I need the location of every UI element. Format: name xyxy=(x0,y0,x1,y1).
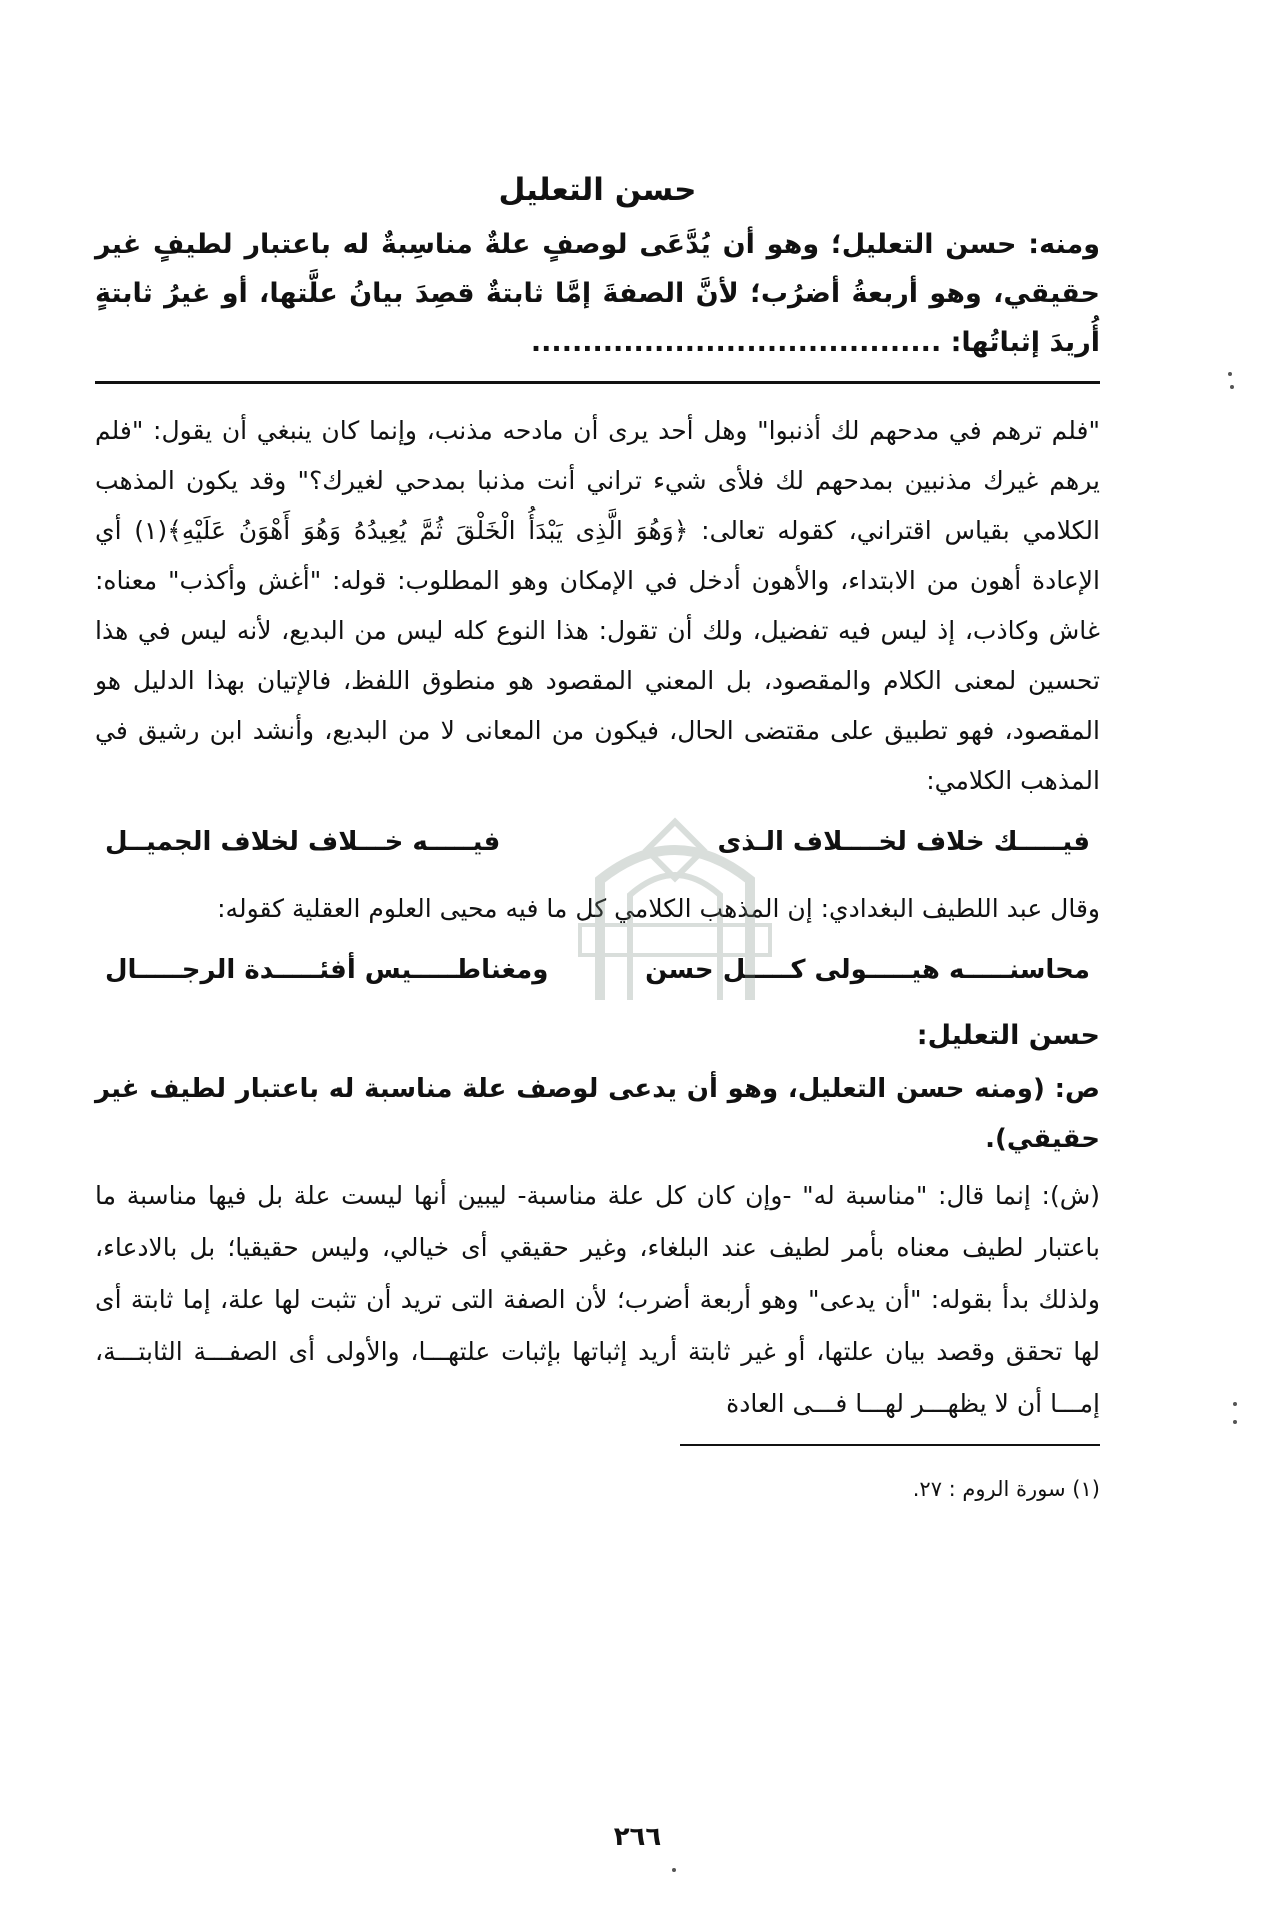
matn-dots: ........................................ xyxy=(530,327,942,358)
section-divider xyxy=(95,381,1100,384)
verse-2-first-hemistich: محاسنـــــه هيـــــولى كـــــل حسن xyxy=(645,955,1090,985)
page-number: ٢٦٦ xyxy=(613,1822,662,1852)
verse-line-2 xyxy=(95,946,1100,994)
page-content xyxy=(95,170,1100,1504)
matn-quote-paragraph: ص: (ومنه حسن التعليل، وهو أن يدعى لوصف علة مناسبة له باعتبار لطيف غير حقيقي). xyxy=(95,1074,1100,1154)
section-subheading: حسن التعليل: xyxy=(916,1020,1100,1051)
sharh-paragraph: "فلم ترهم في مدحهم لك أذنبوا" وهل أحد يرى أن مادحه مذنب، وإنما كان ينبغي أن يقول: "فلم يرهم غيرك مذنبين بمدحهم لك فلأى شيء تراني أنت مذنبا بمدحي لغيرك؟" وقد يكون المذهب الكلامي بقياس اقتراني، كقوله تعالى: ﴿وَهُوَ الَّذِى يَبْدَأُ الْخَلْقَ ثُمَّ يُعِيدُهُ وَهُوَ أَهْوَنُ عَلَيْهِ﴾(١) أي الإعادة أهون من الابتداء، والأهون أدخل في الإمكان وهو المطلوب: قوله: "أغش وأكذب" معناه: غاش وكاذب، إذ ليس فيه تفضيل، ولك أن تقول: هذا النوع كله ليس من البديع، لأنه ليس في هذا تحسين لمعنى الكلام والمقصود، بل المعني المقصود هو منطوق اللفظ، فالإتيان بهذا الدليل هو المقصود، فهو تطبيق على مقتضى الحال، فيكون من المعانى لا من البديع، وأنشد ابن رشيق في المذهب الكلامي: xyxy=(95,416,1100,795)
matn-text: ومنه: حسن التعليل؛ وهو أن يُدَّعَى لوصفٍ علةٌ مناسِبةٌ له باعتبار لطيفٍ غير حقيقي، وهو أربعةُ أضرُب؛ لأنَّ الصفةَ إمَّا ثابتةٌ قصِدَ بيانُ علَّتها، أو غيرُ ثابتةٍ أُريدَ إثباتُها: xyxy=(95,229,1100,358)
footnote: (١) سورة الروم : ٢٧. xyxy=(912,1477,1100,1501)
commentary-paragraph: (ش): إنما قال: "مناسبة له" -وإن كان كل علة مناسبة- ليبين أنها ليست علة بل فيها مناسبة ما باعتبار لطيف معناه بأمر لطيف عند البلغاء، وغير حقيقي أى خيالي، وليس حقيقيا؛ بل بالادعاء، ولذلك بدأ بقوله: "أن يدعى" وهو أربعة أضرب؛ لأن الصفة التى تريد أن تثبت لها علة، إما ثابتة أى لها تحقق وقصد بيان علتها، أو غير ثابتة أريد إثباتها بإثبات علتهـــا، والأولى أى الصفـــة الثابتـــة، إمـــا أن لا يظهـــر لهـــا فـــى العادة xyxy=(95,1181,1100,1418)
quote-paragraph: وقال عبد اللطيف البغدادي: إن المذهب الكلامي كل ما فيه محيى العلوم العقلية كقوله: xyxy=(217,894,1100,923)
scan-speck xyxy=(672,1868,676,1872)
scan-speck xyxy=(1230,385,1234,389)
verse-1-second-hemistich: فيـــــه خـــلاف لخلاف الجميــل xyxy=(105,827,501,857)
verse-2-second-hemistich: ومغناطـــــيس أفئـــــدة الرجـــــال xyxy=(105,955,549,985)
scan-speck xyxy=(1233,1420,1237,1424)
verse-1-first-hemistich: فيـــــك خلاف لخــــلاف الـذى xyxy=(717,827,1090,857)
verse-line-1 xyxy=(95,818,1100,866)
page-title: حسن التعليل xyxy=(498,172,697,208)
footnote-rule xyxy=(680,1444,1100,1446)
matn-paragraph xyxy=(95,220,1100,367)
scan-speck xyxy=(1233,1402,1237,1406)
scan-speck xyxy=(1228,372,1232,376)
